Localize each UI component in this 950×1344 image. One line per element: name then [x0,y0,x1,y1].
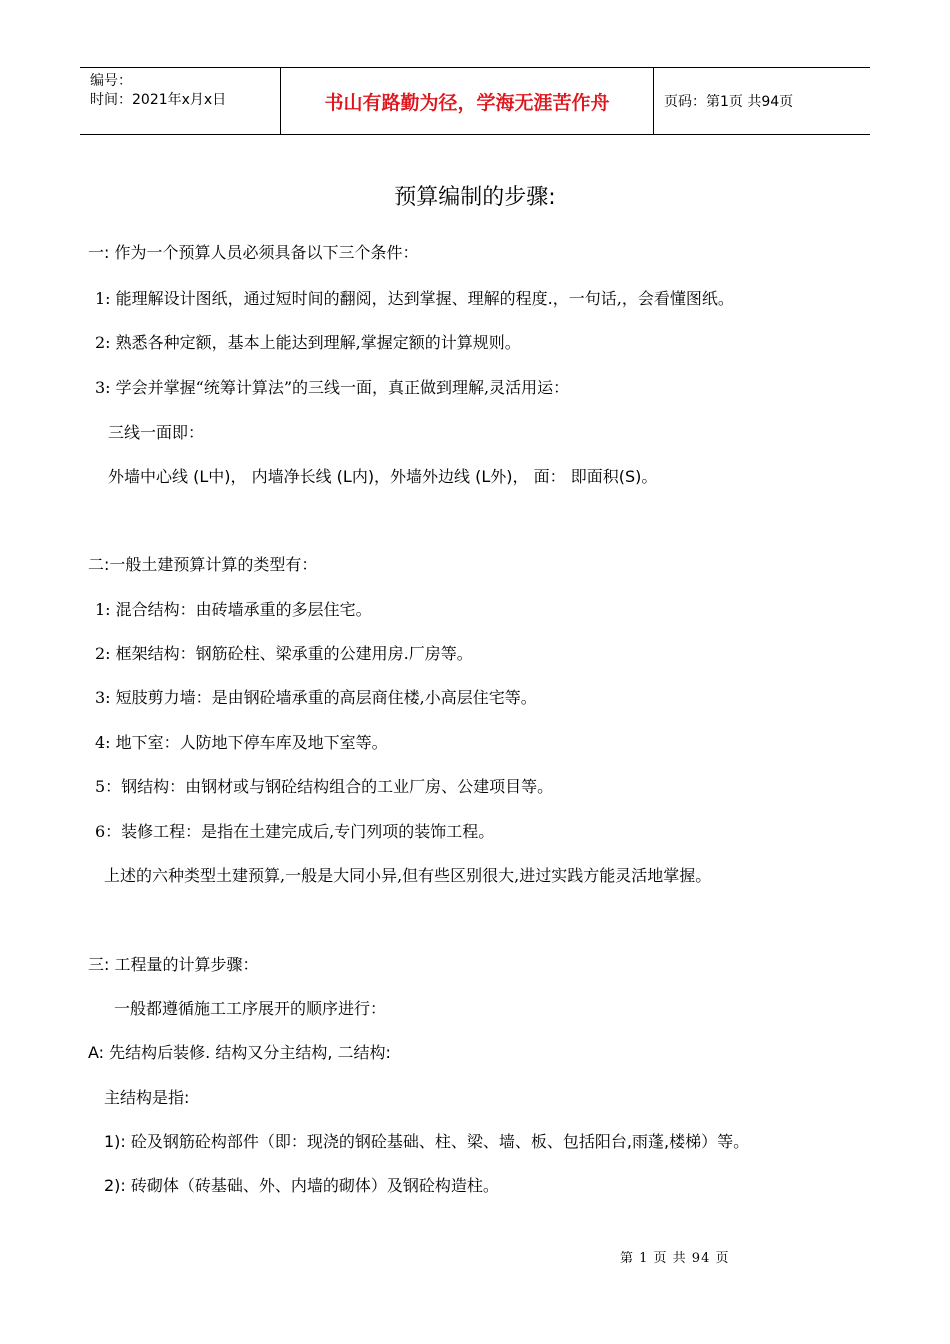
header-left-cell [80,68,281,134]
list-item: 2: 框架结构：钢筋砼柱、梁承重的公建用房.厂房等。 [95,644,473,663]
paragraph: 外墙中心线 (L中)， 内墙净长线 (L内)，外墙外边线 (L外)， 面： 即面积(S)。 [108,467,658,486]
date-label: 时间：2021年x月x日 [90,92,227,108]
section-heading-2: 二:一般土建预算计算的类型有： [88,555,318,574]
list-item: 1): 砼及钢筋砼构部件（即：现浇的钢砼基础、柱、梁、墙、板、包括阳台,雨蓬,楼梯）等。 [104,1132,750,1151]
paragraph: A: 先结构后装修. 结构又分主结构, 二结构: [88,1043,391,1062]
motto: 书山有路勤为径，学海无涯苦作舟 [324,91,610,114]
list-item: 6：装修工程：是指在土建完成后,专门列项的装饰工程。 [95,822,495,841]
page-info: 页码：第1页 共94页 [664,94,794,110]
paragraph: 上述的六种类型土建预算,一般是大同小异,但有些区别很大,进过实践方能灵活地掌握。 [104,866,712,885]
list-item: 2: 熟悉各种定额，基本上能达到理解,掌握定额的计算规则。 [95,333,521,352]
paragraph: 三线一面即： [108,423,205,442]
number-label: 编号： [90,73,132,89]
paragraph: 主结构是指: [104,1088,190,1107]
header-table [80,67,870,135]
header-right-cell [654,68,870,134]
header-middle-cell [281,68,654,134]
list-item: 3: 学会并掌握“统筹计算法”的三线一面，真正做到理解,灵活用运： [95,378,570,397]
page-footer: 第 1 页 共 94 页 [620,1251,730,1266]
page-title: 预算编制的步骤: [394,185,556,210]
section-heading-3: 三: 工程量的计算步骤： [88,955,259,974]
paragraph: 一般都遵循施工工序展开的顺序进行： [114,999,387,1018]
list-item: 1: 混合结构：由砖墙承重的多层住宅。 [95,600,372,619]
section-heading-1: 一: 作为一个预算人员必须具备以下三个条件： [88,243,419,262]
list-item: 4: 地下室：人防地下停车库及地下室等。 [95,733,388,752]
list-item: 2): 砖砌体（砖基础、外、内墙的砌体）及钢砼构造柱。 [104,1176,499,1195]
list-item: 5：钢结构：由钢材或与钢砼结构组合的工业厂房、公建项目等。 [95,777,554,796]
list-item: 3: 短肢剪力墙：是由钢砼墙承重的高层商住楼,小高层住宅等。 [95,688,537,707]
list-item: 1: 能理解设计图纸，通过短时间的翻阅，达到掌握、理解的程度.，一句话,，会看懂图纸。 [95,289,734,308]
